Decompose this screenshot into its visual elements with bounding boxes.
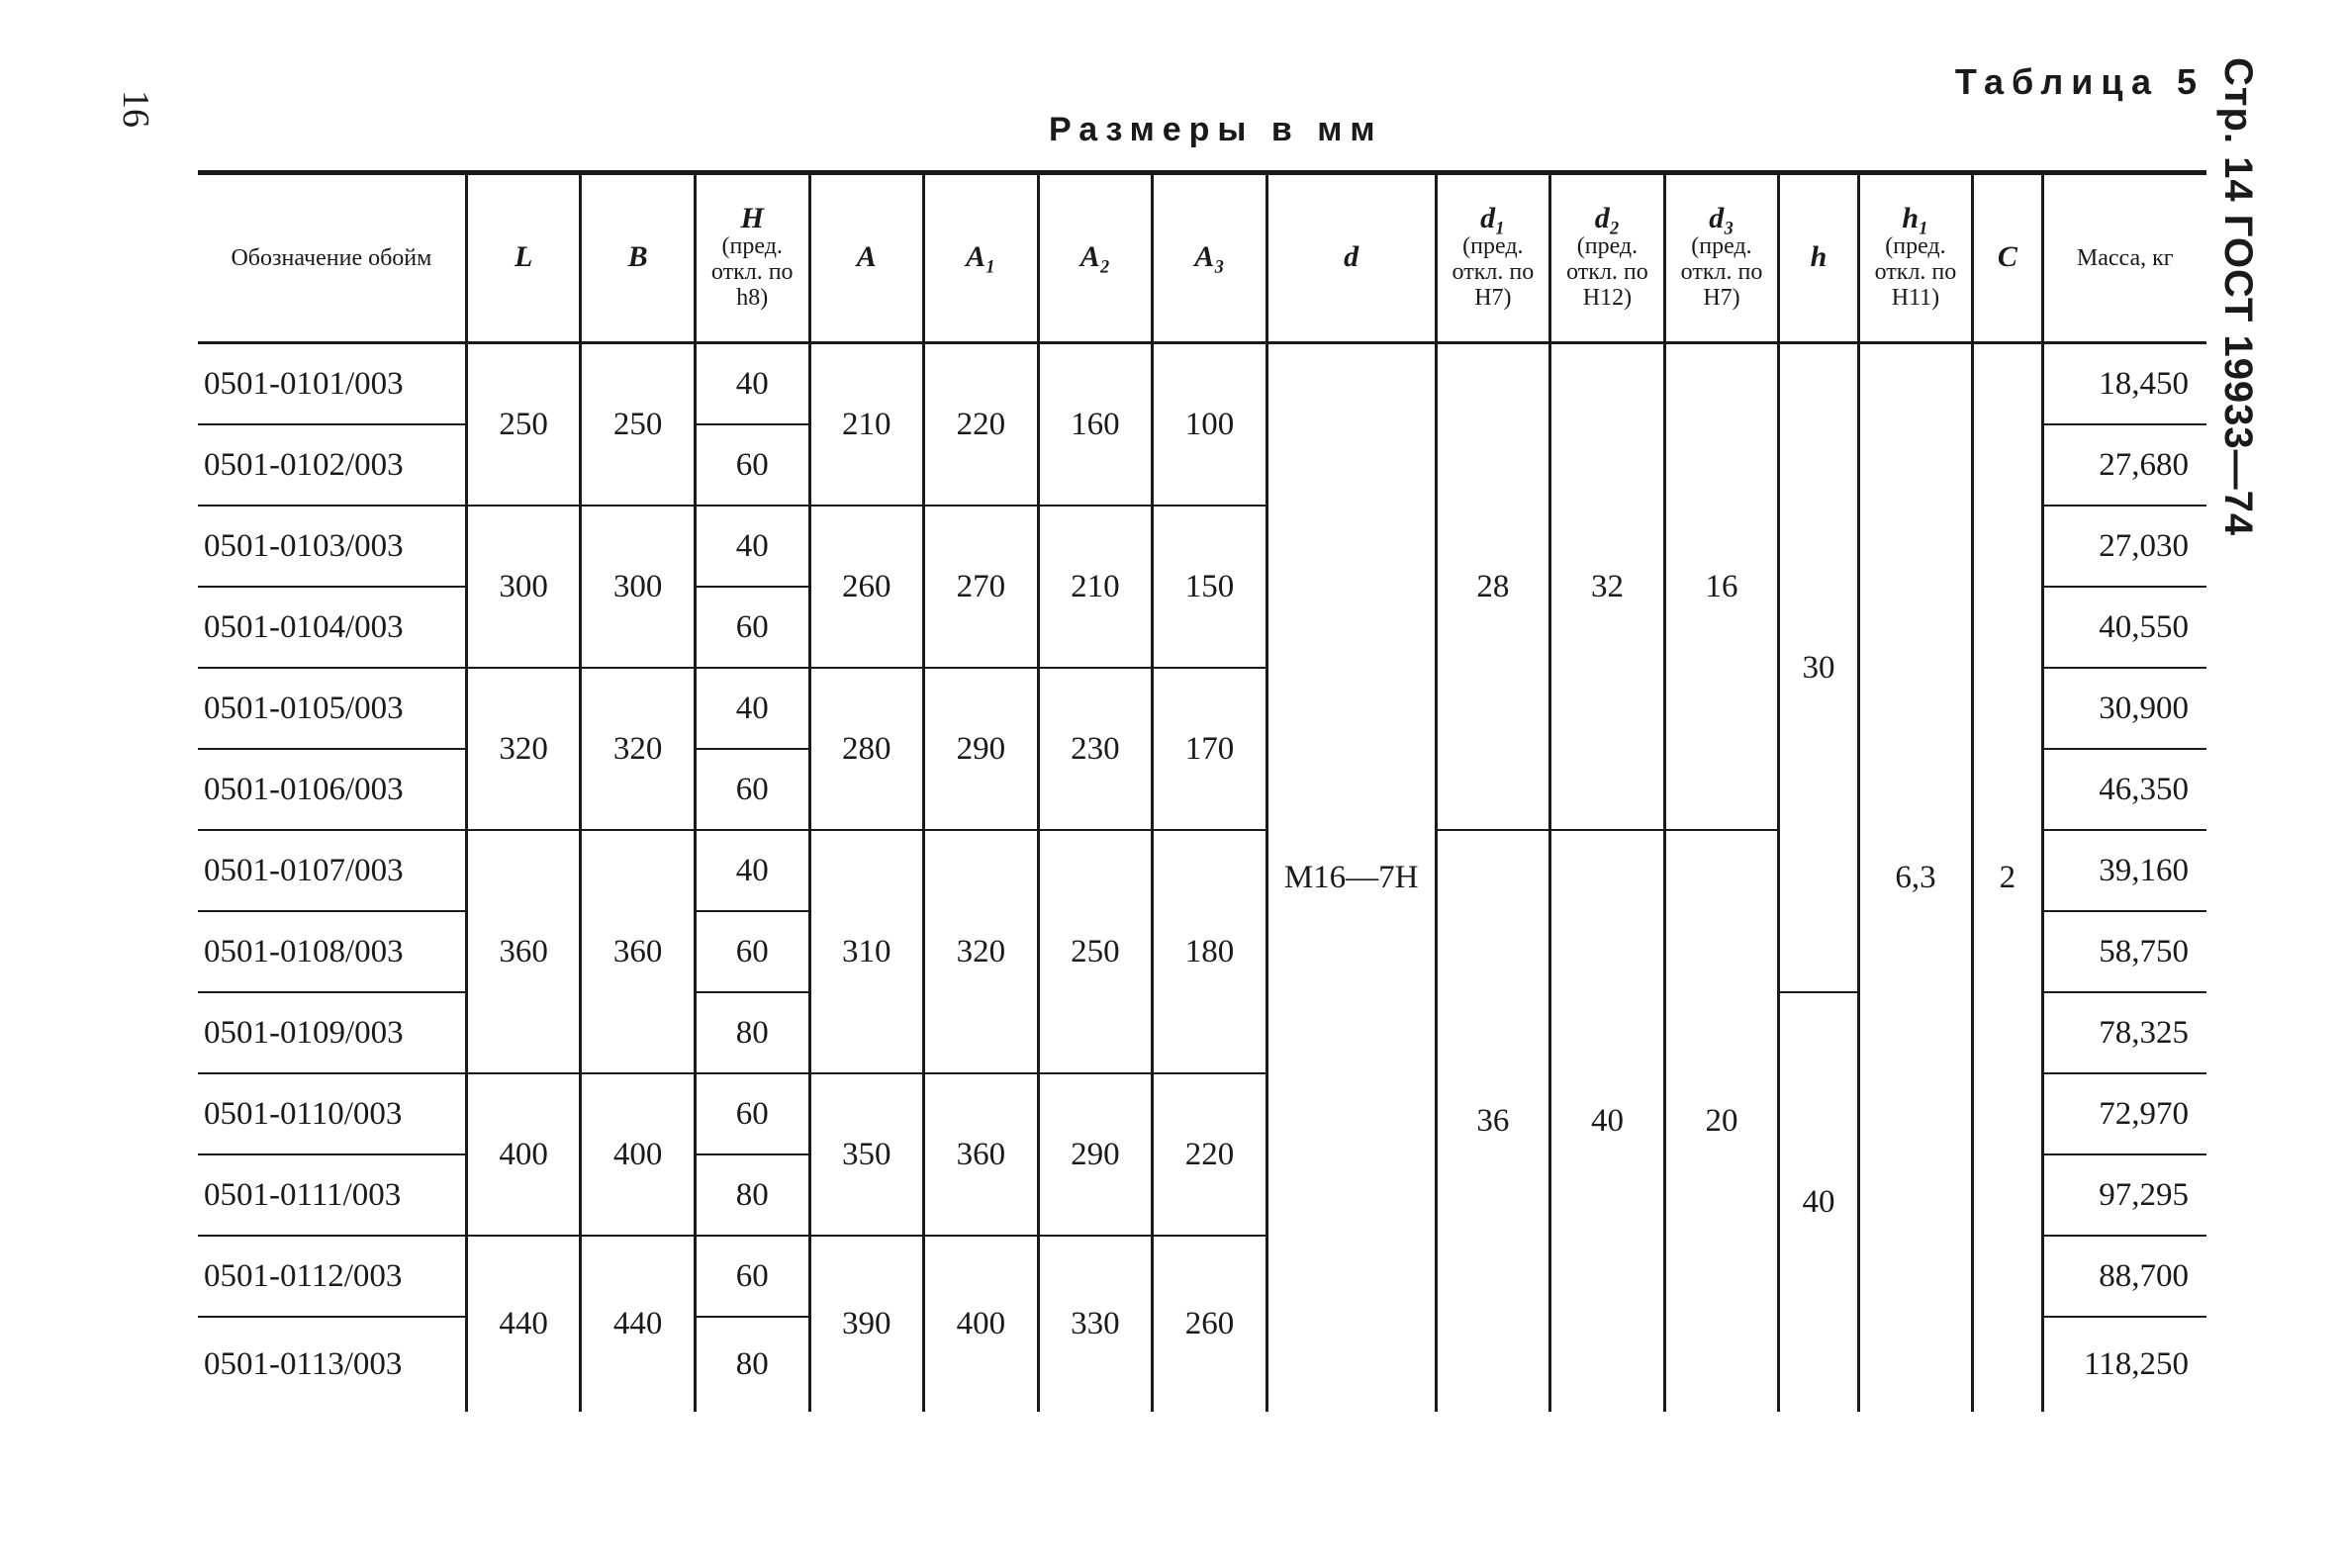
mass-cell: 27,030 <box>2042 506 2206 587</box>
mass-cell: 18,450 <box>2042 343 2206 425</box>
dimensions-table <box>198 170 2206 1412</box>
B-cell: 300 <box>581 506 696 668</box>
B-cell: 360 <box>581 830 696 1073</box>
header-h: h <box>1779 173 1858 343</box>
header-designation: Обозначение обойм <box>198 173 466 343</box>
A3-cell: 180 <box>1153 830 1267 1073</box>
H-cell: 60 <box>695 1073 809 1154</box>
L-cell: 440 <box>466 1236 581 1412</box>
A1-cell: 220 <box>924 343 1039 507</box>
d3-cell-a: 16 <box>1664 343 1779 831</box>
H-cell: 60 <box>695 749 809 830</box>
header-d: d <box>1266 173 1436 343</box>
table-label: Таблица 5 <box>1954 61 2204 102</box>
d2-cell-a: 32 <box>1550 343 1665 831</box>
A1-cell: 270 <box>924 506 1039 668</box>
H-cell: 60 <box>695 424 809 506</box>
A3-cell: 150 <box>1153 506 1267 668</box>
d3-cell-b: 20 <box>1664 830 1779 1412</box>
side-header-text: Стр. 14 ГОСТ 19933—74 <box>2216 57 2260 537</box>
H-cell: 60 <box>695 1236 809 1317</box>
A3-cell: 170 <box>1153 668 1267 830</box>
mass-cell: 72,970 <box>2042 1073 2206 1154</box>
header-A3: A₃ <box>1153 173 1267 343</box>
designation-cell: 0501-0113/003 <box>198 1317 466 1412</box>
B-cell: 400 <box>581 1073 696 1236</box>
h-cell-a: 30 <box>1779 343 1858 993</box>
header-H: H (пред. откл. по h8) <box>695 173 809 343</box>
designation-cell: 0501-0107/003 <box>198 830 466 911</box>
L-cell: 360 <box>466 830 581 1073</box>
mass-cell: 78,325 <box>2042 992 2206 1073</box>
A2-cell: 250 <box>1038 830 1153 1073</box>
A2-cell: 210 <box>1038 506 1153 668</box>
header-h1: h₁ (пред. откл. по H11) <box>1858 173 1973 343</box>
L-cell: 250 <box>466 343 581 507</box>
L-cell: 300 <box>466 506 581 668</box>
designation-cell: 0501-0102/003 <box>198 424 466 506</box>
H-cell: 40 <box>695 506 809 587</box>
H-cell: 40 <box>695 343 809 425</box>
header-mass: Масса, кг <box>2042 173 2206 343</box>
designation-cell: 0501-0103/003 <box>198 506 466 587</box>
L-cell: 320 <box>466 668 581 830</box>
header-A1: A₁ <box>924 173 1039 343</box>
header-A: A <box>809 173 924 343</box>
designation-cell: 0501-0109/003 <box>198 992 466 1073</box>
B-cell: 250 <box>581 343 696 507</box>
mass-cell: 118,250 <box>2042 1317 2206 1412</box>
H-cell: 40 <box>695 668 809 749</box>
A2-cell: 290 <box>1038 1073 1153 1236</box>
designation-cell: 0501-0101/003 <box>204 365 404 402</box>
h1-cell: 6,3 <box>1858 343 1973 1413</box>
header-C: C <box>1973 173 2042 343</box>
mass-cell: 27,680 <box>2042 424 2206 506</box>
H-cell: 80 <box>695 1154 809 1236</box>
mass-cell: 40,550 <box>2042 587 2206 668</box>
d-cell: M16—7H <box>1266 343 1436 1413</box>
A3-cell: 100 <box>1153 343 1267 507</box>
A2-cell: 330 <box>1038 1236 1153 1412</box>
designation-cell: 0501-0106/003 <box>198 749 466 830</box>
B-cell: 440 <box>581 1236 696 1412</box>
A-cell: 280 <box>809 668 924 830</box>
H-cell: 80 <box>695 1317 809 1412</box>
A-cell: 260 <box>809 506 924 668</box>
A3-cell: 260 <box>1153 1236 1267 1412</box>
header-d3: d₃ (пред. откл. по H7) <box>1664 173 1779 343</box>
designation-cell: 0501-0105/003 <box>198 668 466 749</box>
H-cell: 40 <box>695 830 809 911</box>
designation-cell: 0501-0108/003 <box>198 911 466 992</box>
A-cell: 310 <box>809 830 924 1073</box>
A2-cell: 230 <box>1038 668 1153 830</box>
h-cell-b: 40 <box>1779 992 1858 1412</box>
designation-cell: 0501-0104/003 <box>198 587 466 668</box>
H-cell: 80 <box>695 992 809 1073</box>
A-cell: 350 <box>809 1073 924 1236</box>
page-number: 16 <box>115 90 156 128</box>
table-row <box>198 343 2206 425</box>
H-cell: 60 <box>695 911 809 992</box>
A-cell: 390 <box>809 1236 924 1412</box>
C-cell: 2 <box>1973 343 2042 1413</box>
header-d2: d₂ (пред. откл. по H12) <box>1550 173 1665 343</box>
H-cell: 60 <box>695 587 809 668</box>
header-A2: A₂ <box>1038 173 1153 343</box>
A1-cell: 400 <box>924 1236 1039 1412</box>
mass-cell: 30,900 <box>2042 668 2206 749</box>
A3-cell: 220 <box>1153 1073 1267 1236</box>
table-header-row <box>198 173 2206 343</box>
mass-cell: 58,750 <box>2042 911 2206 992</box>
mass-cell: 88,700 <box>2042 1236 2206 1317</box>
header-B: B <box>581 173 696 343</box>
side-header <box>2206 57 2315 537</box>
mass-cell: 39,160 <box>2042 830 2206 911</box>
header-d1: d₁ (пред. откл. по H7) <box>1436 173 1550 343</box>
units-label: Размеры в мм <box>1049 111 1383 148</box>
designation-cell: 0501-0112/003 <box>198 1236 466 1317</box>
mass-cell: 46,350 <box>2042 749 2206 830</box>
d1-cell-a: 28 <box>1436 343 1550 831</box>
d2-cell-b: 40 <box>1550 830 1665 1412</box>
B-cell: 320 <box>581 668 696 830</box>
A1-cell: 290 <box>924 668 1039 830</box>
A1-cell: 320 <box>924 830 1039 1073</box>
d1-cell-b: 36 <box>1436 830 1550 1412</box>
header-L: L <box>466 173 581 343</box>
designation-cell: 0501-0111/003 <box>198 1154 466 1236</box>
mass-cell: 97,295 <box>2042 1154 2206 1236</box>
L-cell: 400 <box>466 1073 581 1236</box>
A1-cell: 360 <box>924 1073 1039 1236</box>
A2-cell: 160 <box>1038 343 1153 507</box>
A-cell: 210 <box>809 343 924 507</box>
designation-cell: 0501-0110/003 <box>198 1073 466 1154</box>
